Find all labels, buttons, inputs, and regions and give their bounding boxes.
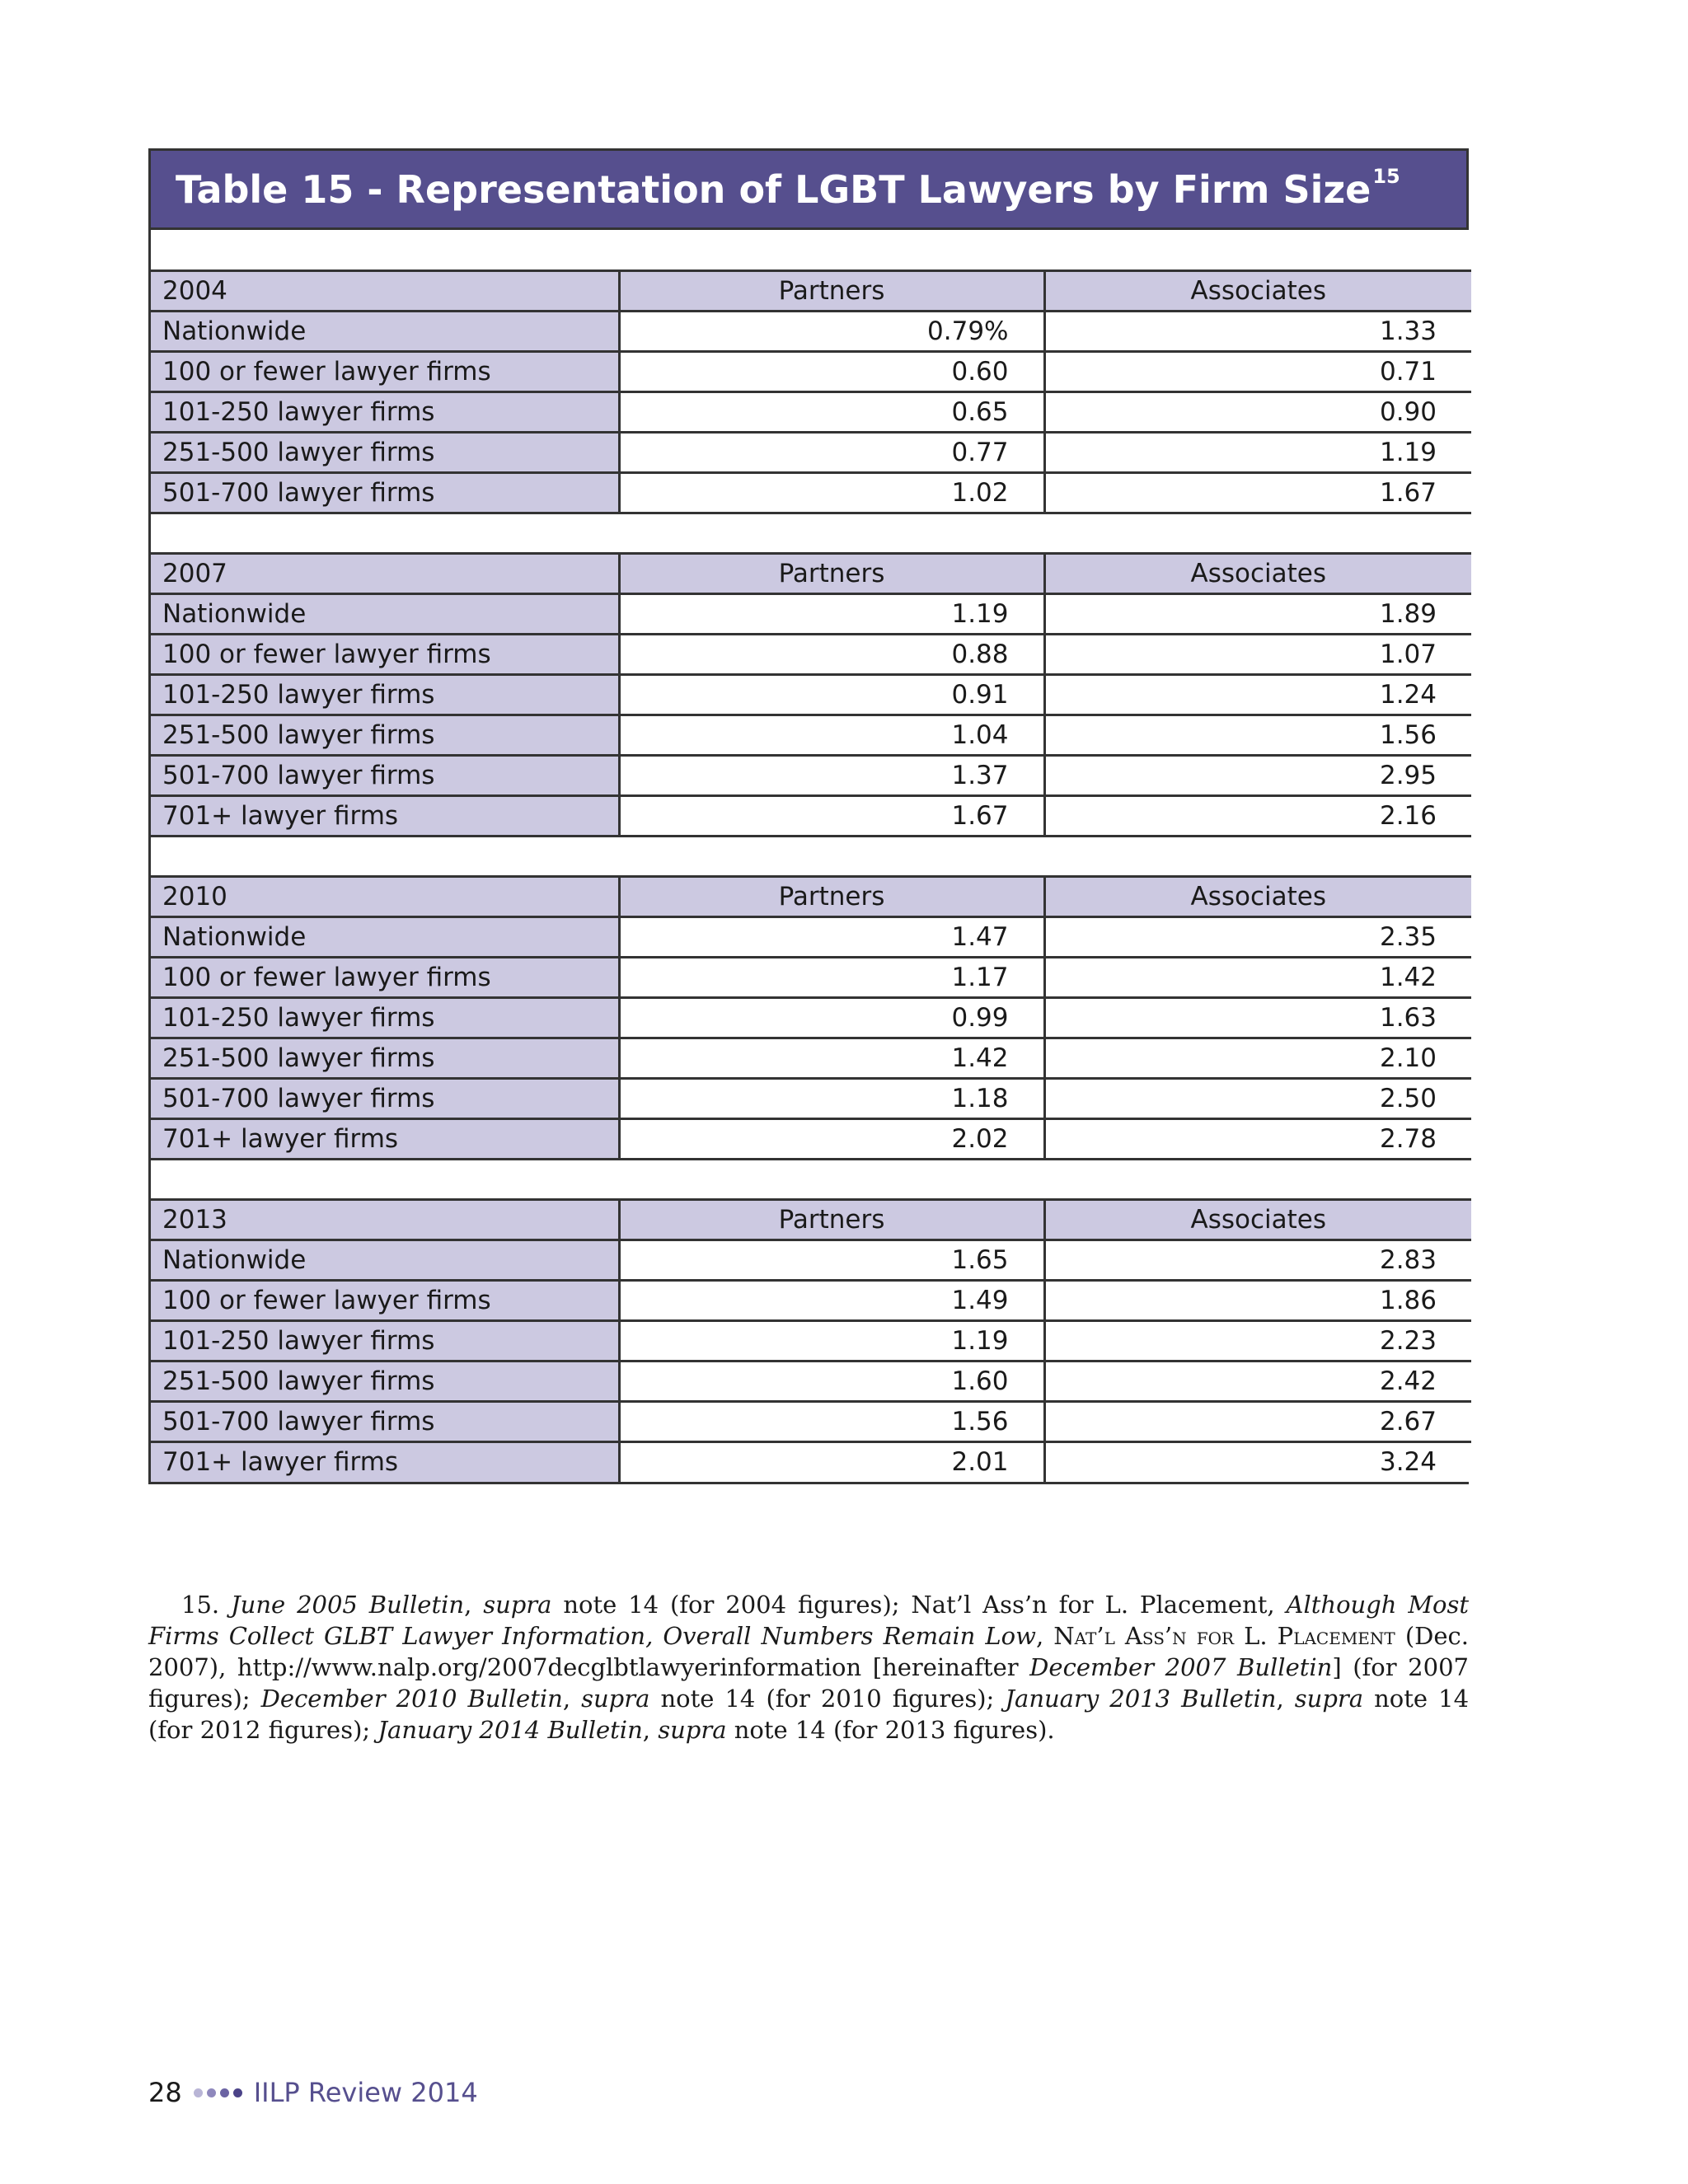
associates-value: 1.56 bbox=[1044, 715, 1471, 755]
firm-size-label: 251-500 lawyer firms bbox=[151, 1038, 619, 1078]
partners-value: 0.60 bbox=[619, 351, 1044, 391]
footnote-part: (Dec. 2007), http://www.nalp.org/2007decglbtlawyerinformation [hereinafter bbox=[148, 1622, 1470, 1681]
footnote-part: supra bbox=[581, 1685, 650, 1713]
table-row bbox=[151, 916, 1471, 957]
footnote-part: supra bbox=[483, 1591, 552, 1619]
associates-value: 2.23 bbox=[1044, 1320, 1471, 1361]
table-row bbox=[151, 1240, 1471, 1280]
firm-size-label: Nationwide bbox=[151, 311, 619, 351]
spacer-cell bbox=[151, 513, 1471, 553]
firm-size-label: Nationwide bbox=[151, 1240, 619, 1280]
partners-value: 1.04 bbox=[619, 715, 1044, 755]
footnote-part: supra bbox=[658, 1716, 727, 1744]
table-title: Table 15 - Representation of LGBT Lawyers by Firm Size bbox=[176, 166, 1372, 212]
partners-value: 0.91 bbox=[619, 674, 1044, 715]
footnote-part: , bbox=[464, 1591, 484, 1619]
section-spacer-row bbox=[151, 836, 1471, 876]
table-body bbox=[151, 230, 1471, 1482]
partners-value: 0.79% bbox=[619, 311, 1044, 351]
spacer-cell bbox=[151, 230, 1471, 270]
table-row bbox=[151, 755, 1471, 795]
section-year: 2010 bbox=[151, 876, 619, 916]
associates-value: 2.42 bbox=[1044, 1361, 1471, 1401]
firm-size-label: 100 or fewer lawyer firms bbox=[151, 634, 619, 674]
footnote-part: Nat’l Ass’n for L. Placement bbox=[1053, 1622, 1395, 1650]
decorative-dot-icon bbox=[233, 2088, 242, 2097]
table-row bbox=[151, 634, 1471, 674]
partners-header: Partners bbox=[619, 553, 1044, 593]
firm-size-label: 501-700 lawyer firms bbox=[151, 472, 619, 513]
firm-size-label: 501-700 lawyer firms bbox=[151, 755, 619, 795]
footnote-part: note 14 (for 2012 figures); bbox=[148, 1685, 1470, 1744]
associates-header: Associates bbox=[1044, 553, 1471, 593]
table-row bbox=[151, 1118, 1471, 1159]
decorative-dot-icon bbox=[220, 2088, 229, 2097]
partners-value: 2.02 bbox=[619, 1118, 1044, 1159]
table-row bbox=[151, 795, 1471, 836]
firm-size-label: 701+ lawyer firms bbox=[151, 1441, 619, 1482]
associates-value: 1.19 bbox=[1044, 432, 1471, 472]
associates-value: 2.16 bbox=[1044, 795, 1471, 836]
footnote-part: note 14 (for 2004 figures); Nat’l Ass’n for L. Placement, bbox=[551, 1591, 1287, 1619]
footnote-number: 15. bbox=[181, 1591, 220, 1619]
firm-size-label: 251-500 lawyer firms bbox=[151, 715, 619, 755]
title-footnote-marker: 15 bbox=[1372, 164, 1400, 188]
data-table bbox=[151, 230, 1471, 1482]
associates-value: 1.07 bbox=[1044, 634, 1471, 674]
table-row bbox=[151, 1038, 1471, 1078]
partners-value: 1.18 bbox=[619, 1078, 1044, 1118]
associates-header: Associates bbox=[1044, 270, 1471, 311]
page-number: 28 bbox=[148, 2077, 182, 2108]
table-row bbox=[151, 432, 1471, 472]
associates-value: 1.24 bbox=[1044, 674, 1471, 715]
footnote-part: , bbox=[1035, 1622, 1054, 1650]
table-row bbox=[151, 391, 1471, 432]
firm-size-label: 100 or fewer lawyer firms bbox=[151, 1280, 619, 1320]
firm-size-label: Nationwide bbox=[151, 593, 619, 634]
table-row bbox=[151, 593, 1471, 634]
section-header-row bbox=[151, 1199, 1471, 1240]
section-header-row bbox=[151, 876, 1471, 916]
firm-size-label: 501-700 lawyer firms bbox=[151, 1078, 619, 1118]
decorative-dot-icon bbox=[194, 2088, 203, 2097]
section-spacer-row bbox=[151, 513, 1471, 553]
associates-value: 2.83 bbox=[1044, 1240, 1471, 1280]
footnote-part: , bbox=[1276, 1685, 1295, 1713]
table-row bbox=[151, 1401, 1471, 1441]
associates-value: 0.71 bbox=[1044, 351, 1471, 391]
partners-value: 1.42 bbox=[619, 1038, 1044, 1078]
footnote-part: June 2005 Bulletin bbox=[231, 1591, 465, 1619]
associates-value: 0.90 bbox=[1044, 391, 1471, 432]
firm-size-label: 101-250 lawyer firms bbox=[151, 997, 619, 1038]
table-row bbox=[151, 957, 1471, 997]
firm-size-label: 701+ lawyer firms bbox=[151, 795, 619, 836]
firm-size-label: 251-500 lawyer firms bbox=[151, 432, 619, 472]
associates-value: 2.95 bbox=[1044, 755, 1471, 795]
page-footer bbox=[148, 2077, 478, 2108]
table-row bbox=[151, 311, 1471, 351]
partners-value: 1.49 bbox=[619, 1280, 1044, 1320]
footer-dots bbox=[194, 2088, 242, 2097]
footnote-part: ] (for 2007 figures); bbox=[148, 1653, 1469, 1713]
table-row bbox=[151, 1441, 1471, 1482]
section-header-row bbox=[151, 270, 1471, 311]
partners-value: 0.65 bbox=[619, 391, 1044, 432]
section-year: 2007 bbox=[151, 553, 619, 593]
associates-header: Associates bbox=[1044, 876, 1471, 916]
table-row bbox=[151, 1078, 1471, 1118]
table-row bbox=[151, 1280, 1471, 1320]
partners-value: 0.88 bbox=[619, 634, 1044, 674]
partners-value: 2.01 bbox=[619, 1441, 1044, 1482]
footnote-part: , bbox=[562, 1685, 582, 1713]
associates-value: 2.10 bbox=[1044, 1038, 1471, 1078]
table-row bbox=[151, 674, 1471, 715]
associates-value: 1.86 bbox=[1044, 1280, 1471, 1320]
firm-size-label: 701+ lawyer firms bbox=[151, 1118, 619, 1159]
firm-size-label: 100 or fewer lawyer firms bbox=[151, 351, 619, 391]
partners-header: Partners bbox=[619, 1199, 1044, 1240]
publication-name: IILP Review 2014 bbox=[253, 2077, 478, 2108]
firm-size-label: 501-700 lawyer firms bbox=[151, 1401, 619, 1441]
table-title-bar bbox=[151, 151, 1466, 230]
partners-value: 1.47 bbox=[619, 916, 1044, 957]
footnote-part: Although Most Firms Collect GLBT Lawyer Information, Overall Numbers Remain Low bbox=[148, 1591, 1470, 1650]
footnote-part: December 2010 Bulletin bbox=[260, 1685, 563, 1713]
firm-size-label: 101-250 lawyer firms bbox=[151, 674, 619, 715]
associates-value: 2.50 bbox=[1044, 1078, 1471, 1118]
section-year: 2004 bbox=[151, 270, 619, 311]
associates-value: 2.78 bbox=[1044, 1118, 1471, 1159]
associates-value: 3.24 bbox=[1044, 1441, 1471, 1482]
partners-header: Partners bbox=[619, 876, 1044, 916]
associates-value: 1.89 bbox=[1044, 593, 1471, 634]
firm-size-label: Nationwide bbox=[151, 916, 619, 957]
spacer-cell bbox=[151, 1159, 1471, 1199]
firm-size-label: 101-250 lawyer firms bbox=[151, 1320, 619, 1361]
firm-size-label: 100 or fewer lawyer firms bbox=[151, 957, 619, 997]
firm-size-label: 101-250 lawyer firms bbox=[151, 391, 619, 432]
partners-header: Partners bbox=[619, 270, 1044, 311]
partners-value: 1.19 bbox=[619, 593, 1044, 634]
partners-value: 1.19 bbox=[619, 1320, 1044, 1361]
decorative-dot-icon bbox=[207, 2088, 216, 2097]
partners-value: 1.60 bbox=[619, 1361, 1044, 1401]
table-row bbox=[151, 1320, 1471, 1361]
footnote-part: note 14 (for 2013 figures). bbox=[726, 1716, 1055, 1744]
lgbt-representation-table bbox=[148, 148, 1469, 1484]
partners-value: 1.37 bbox=[619, 755, 1044, 795]
spacer-cell bbox=[151, 836, 1471, 876]
associates-value: 2.35 bbox=[1044, 916, 1471, 957]
footnote-part: , bbox=[642, 1716, 659, 1744]
associates-value: 1.33 bbox=[1044, 311, 1471, 351]
footnote-part: January 2013 Bulletin bbox=[1005, 1685, 1277, 1713]
footnote-15 bbox=[148, 1589, 1469, 1746]
footnote-part: January 2014 Bulletin bbox=[377, 1716, 643, 1744]
associates-value: 1.63 bbox=[1044, 997, 1471, 1038]
section-header-row bbox=[151, 553, 1471, 593]
footnote-part: December 2007 Bulletin bbox=[1029, 1653, 1333, 1681]
footnote-part: note 14 (for 2010 figures); bbox=[649, 1685, 1006, 1713]
partners-value: 1.65 bbox=[619, 1240, 1044, 1280]
associates-value: 1.67 bbox=[1044, 472, 1471, 513]
partners-value: 0.99 bbox=[619, 997, 1044, 1038]
associates-header: Associates bbox=[1044, 1199, 1471, 1240]
table-row bbox=[151, 715, 1471, 755]
section-year: 2013 bbox=[151, 1199, 619, 1240]
partners-value: 1.17 bbox=[619, 957, 1044, 997]
firm-size-label: 251-500 lawyer firms bbox=[151, 1361, 619, 1401]
table-row bbox=[151, 1361, 1471, 1401]
associates-value: 2.67 bbox=[1044, 1401, 1471, 1441]
section-spacer-row bbox=[151, 1159, 1471, 1199]
partners-value: 1.56 bbox=[619, 1401, 1044, 1441]
table-row bbox=[151, 997, 1471, 1038]
table-row bbox=[151, 472, 1471, 513]
table-row bbox=[151, 351, 1471, 391]
associates-value: 1.42 bbox=[1044, 957, 1471, 997]
section-spacer-row bbox=[151, 230, 1471, 270]
partners-value: 1.02 bbox=[619, 472, 1044, 513]
footnote-part: supra bbox=[1294, 1685, 1364, 1713]
partners-value: 0.77 bbox=[619, 432, 1044, 472]
partners-value: 1.67 bbox=[619, 795, 1044, 836]
